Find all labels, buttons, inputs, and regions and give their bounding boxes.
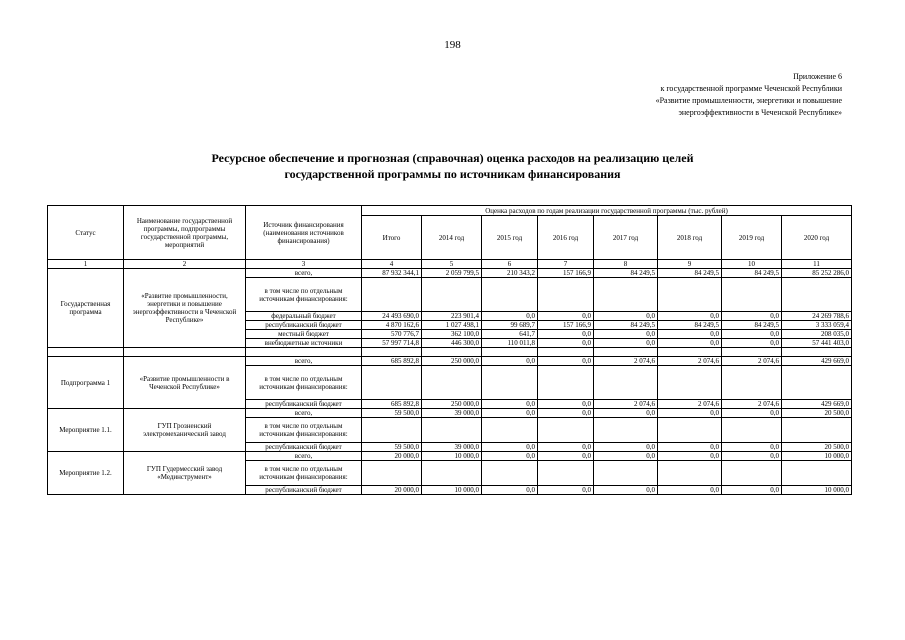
value-cell-empty <box>594 278 658 312</box>
row-source: всего, <box>246 357 362 366</box>
value-cell: 157 166,9 <box>538 269 594 278</box>
value-cell-empty <box>362 278 422 312</box>
row-source: республиканский бюджет <box>246 400 362 409</box>
value-cell-empty <box>482 366 538 400</box>
spacer-cell <box>782 348 852 357</box>
value-cell-empty <box>782 366 852 400</box>
value-cell-empty <box>482 461 538 486</box>
value-cell: 84 249,5 <box>722 269 782 278</box>
value-cell-empty <box>722 278 782 312</box>
value-cell: 84 249,5 <box>658 269 722 278</box>
value-cell: 0,0 <box>594 339 658 348</box>
value-cell: 84 249,5 <box>594 269 658 278</box>
value-cell: 0,0 <box>658 486 722 495</box>
row-source: федеральный бюджет <box>246 312 362 321</box>
value-cell: 0,0 <box>538 330 594 339</box>
value-cell: 0,0 <box>538 452 594 461</box>
value-cell: 429 669,0 <box>782 357 852 366</box>
value-cell: 0,0 <box>482 452 538 461</box>
value-cell-empty <box>362 418 422 443</box>
row-source: всего, <box>246 269 362 278</box>
value-cell-empty <box>658 418 722 443</box>
annex-line: энергоэффективности в Чеченской Республике» <box>678 108 842 117</box>
value-cell: 57 441 403,0 <box>782 339 852 348</box>
spacer-cell <box>538 348 594 357</box>
value-cell-empty <box>538 461 594 486</box>
value-cell: 0,0 <box>482 409 538 418</box>
value-cell-empty <box>782 278 852 312</box>
column-number: 5 <box>422 260 482 269</box>
value-cell: 59 500,0 <box>362 409 422 418</box>
row-name: ГУП Гудермесский завод «Мединструмент» <box>124 452 246 495</box>
column-number: 8 <box>594 260 658 269</box>
spacer-cell <box>482 348 538 357</box>
value-cell: 10 000,0 <box>422 486 482 495</box>
header-year: Итого <box>362 216 422 260</box>
value-cell-empty <box>362 461 422 486</box>
row-name: «Развитие промышленности, энергетики и повышение энергоэффективности в Чеченской Республике» <box>124 269 246 348</box>
value-cell: 0,0 <box>538 443 594 452</box>
value-cell: 59 500,0 <box>362 443 422 452</box>
value-cell: 84 249,5 <box>722 321 782 330</box>
value-cell: 0,0 <box>658 339 722 348</box>
column-number: 9 <box>658 260 722 269</box>
value-cell: 39 000,0 <box>422 443 482 452</box>
value-cell: 0,0 <box>482 400 538 409</box>
column-number: 7 <box>538 260 594 269</box>
value-cell-empty <box>782 418 852 443</box>
row-status: Мероприятие 1.1. <box>48 409 124 452</box>
row-status: Мероприятие 1.2. <box>48 452 124 495</box>
spacer-cell <box>422 348 482 357</box>
title-line: Ресурсное обеспечение и прогнозная (справочная) оценка расходов на реализацию целей <box>211 151 694 165</box>
row-source: всего, <box>246 452 362 461</box>
value-cell: 0,0 <box>658 409 722 418</box>
value-cell: 429 669,0 <box>782 400 852 409</box>
value-cell-empty <box>658 278 722 312</box>
row-source: всего, <box>246 409 362 418</box>
header-source: Источник финансирования (наименования источников финансирования) <box>246 206 362 260</box>
value-cell-empty <box>594 461 658 486</box>
value-cell: 0,0 <box>538 339 594 348</box>
annex-line: к государственной программе Чеченской Республики <box>660 84 842 93</box>
value-cell: 0,0 <box>482 486 538 495</box>
value-cell-empty <box>422 278 482 312</box>
value-cell: 223 901,4 <box>422 312 482 321</box>
value-cell: 87 932 344,1 <box>362 269 422 278</box>
row-name: ГУП Грозненский электромеханический завод <box>124 409 246 452</box>
value-cell-empty <box>658 461 722 486</box>
value-cell: 110 011,8 <box>482 339 538 348</box>
value-cell: 20 500,0 <box>782 443 852 452</box>
value-cell: 10 000,0 <box>782 486 852 495</box>
row-status: Государственная программа <box>48 269 124 348</box>
value-cell-empty <box>658 366 722 400</box>
column-number: 6 <box>482 260 538 269</box>
value-cell: 2 074,6 <box>658 400 722 409</box>
page-number: 198 <box>444 39 461 51</box>
value-cell: 0,0 <box>722 330 782 339</box>
value-cell: 85 252 286,0 <box>782 269 852 278</box>
value-cell: 0,0 <box>538 409 594 418</box>
value-cell: 641,7 <box>482 330 538 339</box>
spacer-cell <box>658 348 722 357</box>
value-cell: 570 776,7 <box>362 330 422 339</box>
header-estimate: Оценка расходов по годам реализации государственной программы (тыс. рублей) <box>362 206 852 216</box>
spacer-cell <box>722 348 782 357</box>
annex-note <box>656 71 842 119</box>
value-cell: 0,0 <box>722 452 782 461</box>
value-cell-empty <box>362 366 422 400</box>
funding-table <box>47 205 852 495</box>
table-row <box>48 357 852 366</box>
value-cell-empty <box>422 461 482 486</box>
row-source: республиканский бюджет <box>246 486 362 495</box>
value-cell: 0,0 <box>594 330 658 339</box>
value-cell: 2 074,6 <box>594 357 658 366</box>
header-year: 2016 год <box>538 216 594 260</box>
value-cell: 446 300,0 <box>422 339 482 348</box>
value-cell: 0,0 <box>722 312 782 321</box>
value-cell: 84 249,5 <box>594 321 658 330</box>
header-year: 2020 год <box>782 216 852 260</box>
column-number: 3 <box>246 260 362 269</box>
value-cell: 0,0 <box>538 357 594 366</box>
value-cell: 57 997 714,8 <box>362 339 422 348</box>
value-cell: 0,0 <box>594 443 658 452</box>
value-cell: 0,0 <box>482 312 538 321</box>
value-cell: 0,0 <box>538 312 594 321</box>
value-cell: 2 059 799,5 <box>422 269 482 278</box>
value-cell: 0,0 <box>594 486 658 495</box>
value-cell: 250 000,0 <box>422 357 482 366</box>
value-cell: 0,0 <box>658 443 722 452</box>
value-cell-empty <box>594 366 658 400</box>
value-cell-empty <box>594 418 658 443</box>
column-number: 1 <box>48 260 124 269</box>
row-source: республиканский бюджет <box>246 443 362 452</box>
value-cell: 84 249,5 <box>658 321 722 330</box>
row-source: в том числе по отдельным источникам финансирования: <box>246 461 362 486</box>
value-cell: 362 100,0 <box>422 330 482 339</box>
value-cell: 39 000,0 <box>422 409 482 418</box>
header-year: 2018 год <box>658 216 722 260</box>
value-cell: 2 074,6 <box>658 357 722 366</box>
value-cell: 0,0 <box>482 443 538 452</box>
value-cell-empty <box>722 461 782 486</box>
value-cell: 2 074,6 <box>594 400 658 409</box>
value-cell: 24 269 788,6 <box>782 312 852 321</box>
value-cell: 157 166,9 <box>538 321 594 330</box>
row-source: внебюджетные источники <box>246 339 362 348</box>
annex-line: Приложение 6 <box>793 72 842 81</box>
value-cell: 0,0 <box>658 452 722 461</box>
value-cell: 4 870 162,6 <box>362 321 422 330</box>
table-row <box>48 269 852 278</box>
header-year: 2017 год <box>594 216 658 260</box>
value-cell: 2 074,6 <box>722 400 782 409</box>
spacer-cell <box>48 348 124 357</box>
value-cell: 0,0 <box>538 400 594 409</box>
value-cell: 20 000,0 <box>362 486 422 495</box>
header-status: Статус <box>48 206 124 260</box>
spacer-cell <box>362 348 422 357</box>
value-cell: 99 689,7 <box>482 321 538 330</box>
spacer-cell <box>124 348 246 357</box>
value-cell: 0,0 <box>658 330 722 339</box>
header-name: Наименование государственной программы, подпрограммы государственной программы, мероприятий <box>124 206 246 260</box>
title-line: государственной программы по источникам финансирования <box>284 167 621 181</box>
value-cell-empty <box>722 418 782 443</box>
value-cell: 3 333 059,4 <box>782 321 852 330</box>
value-cell-empty <box>538 366 594 400</box>
document-title <box>0 150 905 182</box>
value-cell-empty <box>482 418 538 443</box>
value-cell: 0,0 <box>594 312 658 321</box>
value-cell-empty <box>538 278 594 312</box>
value-cell-empty <box>422 418 482 443</box>
row-source: в том числе по отдельным источникам финансирования: <box>246 418 362 443</box>
value-cell: 24 493 690,0 <box>362 312 422 321</box>
table-row <box>48 409 852 418</box>
header-year: 2015 год <box>482 216 538 260</box>
value-cell: 0,0 <box>594 452 658 461</box>
row-source: местный бюджет <box>246 330 362 339</box>
value-cell-empty <box>722 366 782 400</box>
table-row <box>48 452 852 461</box>
spacer-cell <box>594 348 658 357</box>
spacer-cell <box>246 348 362 357</box>
column-number: 2 <box>124 260 246 269</box>
value-cell: 0,0 <box>722 486 782 495</box>
value-cell: 0,0 <box>722 339 782 348</box>
value-cell: 20 000,0 <box>362 452 422 461</box>
value-cell: 1 027 498,1 <box>422 321 482 330</box>
value-cell: 0,0 <box>538 486 594 495</box>
row-source: в том числе по отдельным источникам финансирования: <box>246 278 362 312</box>
column-number: 10 <box>722 260 782 269</box>
value-cell: 0,0 <box>658 312 722 321</box>
column-number: 4 <box>362 260 422 269</box>
value-cell: 250 000,0 <box>422 400 482 409</box>
value-cell: 2 074,6 <box>722 357 782 366</box>
header-year: 2014 год <box>422 216 482 260</box>
row-status: Подпрограмма 1 <box>48 357 124 409</box>
value-cell: 685 892,8 <box>362 357 422 366</box>
value-cell: 685 892,8 <box>362 400 422 409</box>
row-name: «Развитие промышленности в Чеченской Республике» <box>124 357 246 409</box>
value-cell-empty <box>482 278 538 312</box>
value-cell-empty <box>538 418 594 443</box>
column-number: 11 <box>782 260 852 269</box>
value-cell: 10 000,0 <box>782 452 852 461</box>
header-year: 2019 год <box>722 216 782 260</box>
value-cell: 0,0 <box>482 357 538 366</box>
row-source: республиканский бюджет <box>246 321 362 330</box>
value-cell: 210 343,2 <box>482 269 538 278</box>
spacer-row <box>48 348 852 357</box>
value-cell: 0,0 <box>722 443 782 452</box>
value-cell-empty <box>782 461 852 486</box>
value-cell-empty <box>422 366 482 400</box>
row-source: в том числе по отдельным источникам финансирования: <box>246 366 362 400</box>
annex-line: «Развитие промышленности, энергетики и повышение <box>655 96 842 105</box>
value-cell: 0,0 <box>594 409 658 418</box>
value-cell: 10 000,0 <box>422 452 482 461</box>
value-cell: 208 035,0 <box>782 330 852 339</box>
value-cell: 20 500,0 <box>782 409 852 418</box>
value-cell: 0,0 <box>722 409 782 418</box>
